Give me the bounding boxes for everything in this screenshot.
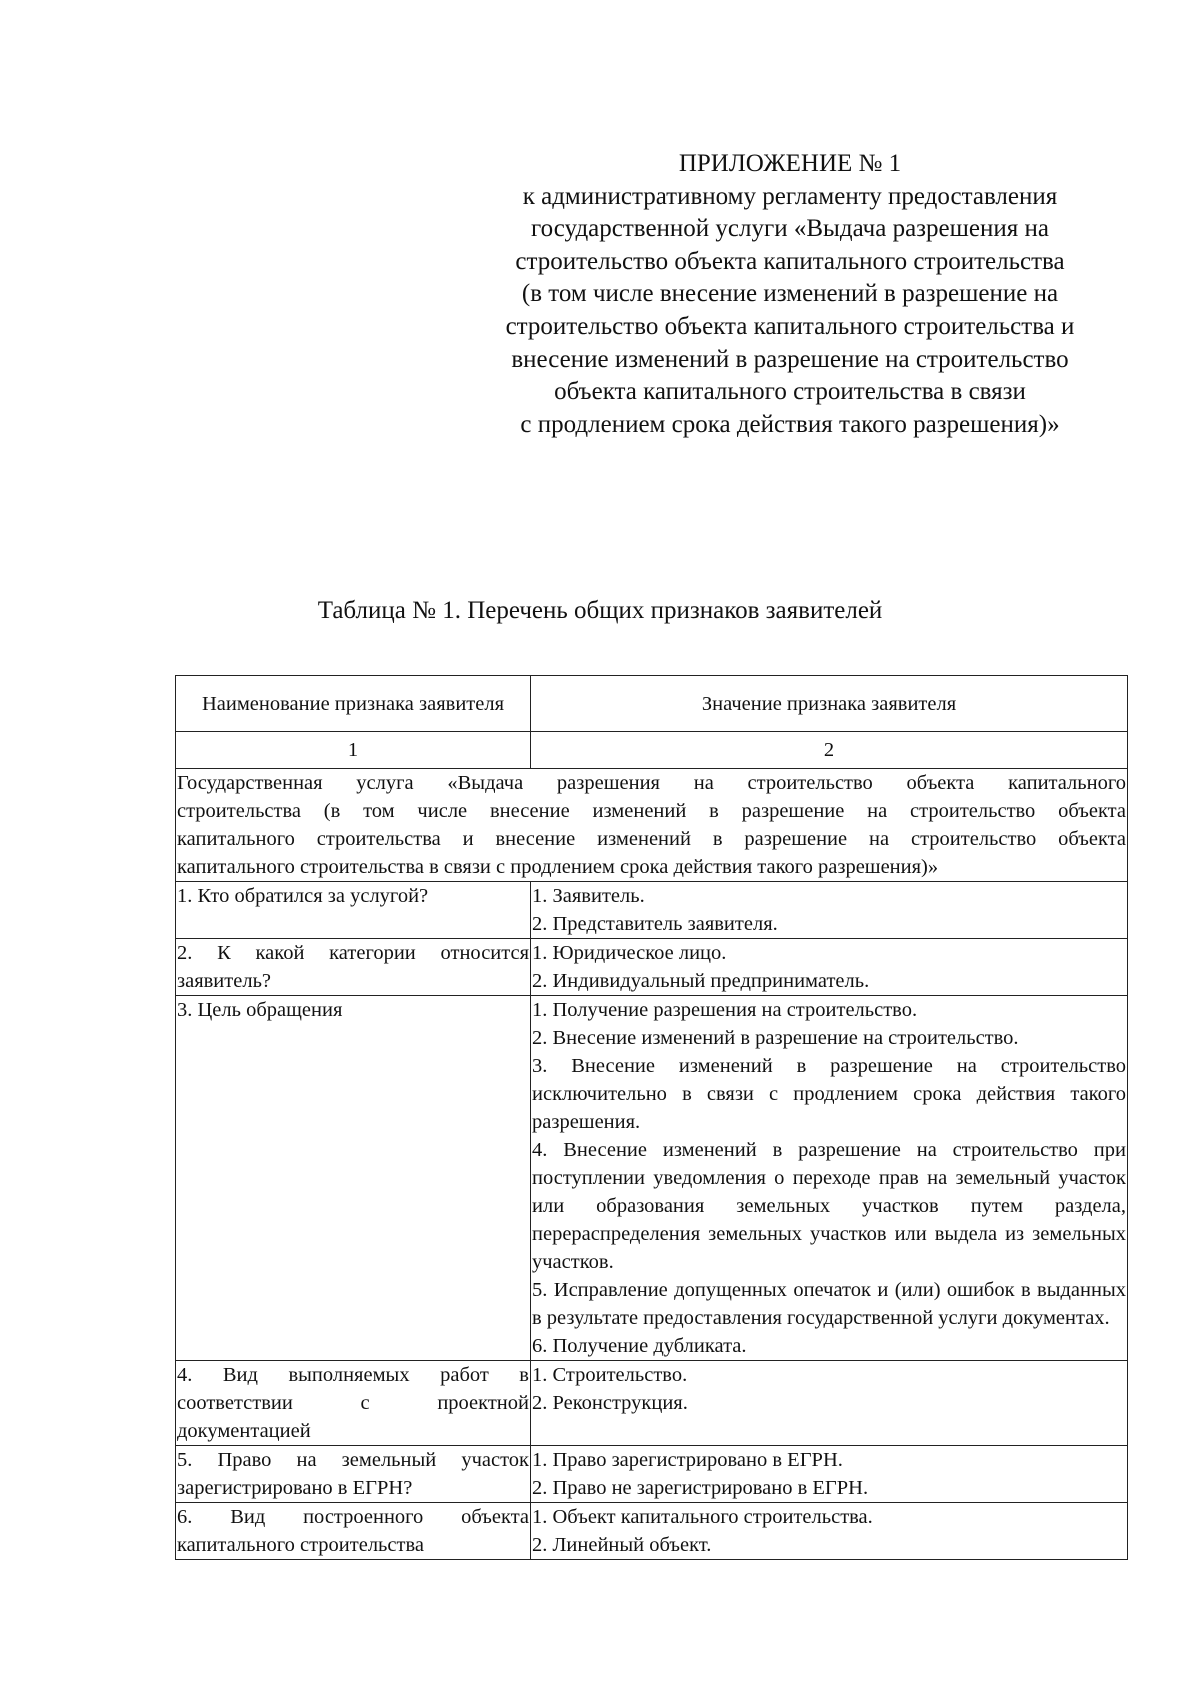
appendix-title: ПРИЛОЖЕНИЕ № 1 (678, 150, 902, 177)
table-header-row (176, 676, 1128, 732)
attribute-name: 2. К какой категории относится заявитель? (176, 939, 531, 996)
attribute-value: 4. Внесение изменений в разрешение на строительство при поступлении уведомления о переходе прав на земельный участок или образования земельных участков путем раздела, перераспределения земельных участков или выдела из земельных участков. (532, 1139, 1126, 1273)
service-line: капитального строительства и внесение изменений в разрешение на строительство объекта (177, 828, 1126, 850)
table-row (176, 939, 1128, 996)
attribute-value: 3. Внесение изменений в разрешение на строительство исключительно в связи с продлением срока действия такого разрешения. (532, 1055, 1126, 1133)
table-row (176, 882, 1128, 939)
attribute-values (531, 939, 1128, 996)
attribute-value: 2. Представитель заявителя. (532, 913, 778, 935)
applicant-attributes-table (175, 675, 1128, 1560)
table-row (176, 1361, 1128, 1446)
attribute-name: 5. Право на земельный участок зарегистрировано в ЕГРН? (176, 1446, 531, 1503)
attribute-value: 2. Право не зарегистрировано в ЕГРН. (532, 1477, 869, 1499)
appendix-line: (в том числе внесение изменений в разрешение на (521, 280, 1059, 308)
service-line: Государственная услуга «Выдача разрешения на строительство объекта капитального (177, 772, 1126, 794)
attribute-value: 2. Линейный объект. (532, 1534, 712, 1556)
appendix-line: с продлением срока действия такого разрешения)» (520, 410, 1060, 438)
attribute-values (531, 996, 1128, 1361)
attribute-name: 3. Цель обращения (176, 996, 531, 1361)
attribute-values (531, 882, 1128, 939)
attribute-value: 1. Заявитель. (532, 885, 645, 907)
appendix-line: внесение изменений в разрешение на строительство (511, 345, 1069, 373)
attribute-values (531, 1503, 1128, 1560)
attribute-value: 2. Индивидуальный предприниматель. (532, 970, 870, 992)
column-number: 1 (176, 732, 531, 769)
attribute-value: 1. Строительство. (532, 1364, 688, 1386)
column-number-row (176, 732, 1128, 769)
table-row (176, 1503, 1128, 1560)
table-row (176, 996, 1128, 1361)
appendix-line: строительство объекта капитального строительства и (505, 312, 1075, 340)
appendix-line: государственной услуги «Выдача разрешения на (531, 215, 1049, 243)
attribute-value: 2. Внесение изменений в разрешение на строительство. (532, 1027, 1019, 1049)
attribute-value: 1. Получение разрешения на строительство. (532, 999, 918, 1021)
service-line: строительства (в том числе внесение изменений в разрешение на строительство объекта (177, 800, 1126, 822)
service-row (176, 769, 1128, 882)
column-header-name: Наименование признака заявителя (176, 676, 531, 732)
table-caption: Таблица № 1. Перечень общих признаков заявителей (317, 597, 883, 624)
appendix-line: строительство объекта капитального строительства (515, 247, 1065, 275)
attribute-values (531, 1361, 1128, 1446)
service-line: капитального строительства в связи с продлением срока действия такого разрешения)» (177, 856, 939, 878)
column-header-value: Значение признака заявителя (531, 676, 1128, 732)
attribute-value: 1. Объект капитального строительства. (532, 1506, 873, 1528)
attribute-name: 6. Вид построенного объекта капитального строительства (176, 1503, 531, 1560)
attribute-value: 6. Получение дубликата. (532, 1335, 747, 1357)
table-row (176, 1446, 1128, 1503)
column-number: 2 (531, 732, 1128, 769)
attribute-value: 1. Юридическое лицо. (532, 942, 727, 964)
attribute-name: 1. Кто обратился за услугой? (176, 882, 531, 939)
appendix-line: объекта капитального строительства в связи (554, 378, 1026, 406)
appendix-header (440, 148, 1140, 441)
appendix-line: к административному регламенту предоставления (522, 182, 1058, 210)
attribute-values (531, 1446, 1128, 1503)
attribute-value: 2. Реконструкция. (532, 1392, 688, 1414)
attribute-name: 4. Вид выполняемых работ в соответствии с проектной документацией (176, 1361, 531, 1446)
attribute-value: 5. Исправление допущенных опечаток и (или) ошибок в выданных в результате предоставления государственной услуги документах. (532, 1279, 1126, 1329)
attribute-value: 1. Право зарегистрировано в ЕГРН. (532, 1449, 843, 1471)
service-cell (176, 769, 1128, 882)
